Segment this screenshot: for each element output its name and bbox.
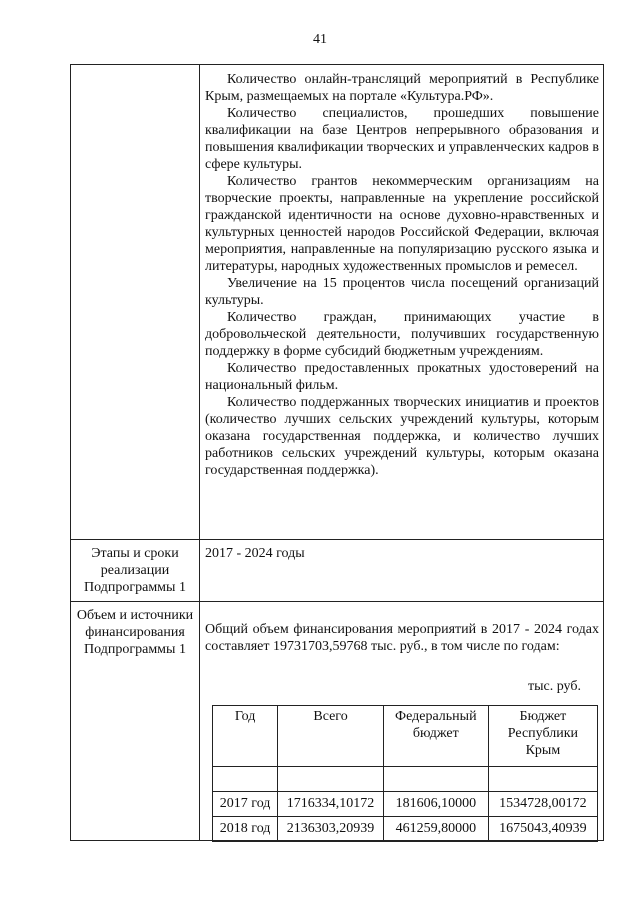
indicator-item: Количество специалистов, прошедших повышение квалификации на базе Центров непрерывного образования и повышения квалификации творческих и управленческих кадров в сфере культуры. [205, 106, 599, 172]
indicator-item: Количество поддержанных творческих инициатив и проектов (количество лучших сельских учреждений культуры, которым оказана государственная поддержка, и количество лучших работников сельских учреждений культуры, которым оказана государственная поддержка). [205, 395, 599, 478]
funding-intro: Общий объем финансирования мероприятий в 2017 - 2024 годах составляет 19731703,59768 тыс. руб., в том числе по годам: [205, 622, 599, 654]
indicator-item: Количество грантов некоммерческим организациям на творческие проекты, направленные на укрепление российской гражданской идентичности на основе духовно-нравственных и культурных ценностей народов Российской Федерации, включая мероприятия, направленные на популяризацию русского языка и литературы, народных художественных промыслов и ремесел. [205, 174, 599, 274]
page-number: 41 [313, 32, 327, 47]
table-row [213, 792, 598, 817]
table-row [213, 817, 598, 842]
cell-year: 2017 год [213, 792, 278, 817]
cell-year: 2018 год [213, 817, 278, 842]
stages-label: Этапы и сроки реализации Подпрограммы 1 [84, 546, 186, 595]
cell-federal: 461259,80000 [383, 817, 488, 842]
column-divider [199, 65, 200, 840]
row-divider [71, 601, 603, 602]
row-divider [71, 539, 603, 540]
indicator-item: Количество граждан, принимающих участие в добровольческой деятельности, получивших государственную поддержку в форме субсидий бюджетным учреждениям. [205, 310, 599, 359]
header-total: Всего [278, 706, 384, 767]
funding-table [212, 705, 598, 842]
header-year: Год [213, 706, 278, 767]
cell-federal: 181606,10000 [383, 792, 488, 817]
cell-regional: 1534728,00172 [488, 792, 597, 817]
funding-table-header [213, 706, 598, 767]
funding-label: Объем и источники финансирования Подпрограммы 1 [76, 608, 194, 657]
indicators-list [205, 71, 599, 479]
header-federal: Федеральный бюджет [383, 706, 488, 767]
indicator-item: Количество онлайн-трансляций мероприятий в Республике Крым, размещаемых на портале «Культура.РФ». [205, 72, 599, 104]
cell-total: 2136303,20939 [278, 817, 384, 842]
units-label: тыс. руб. [528, 679, 581, 694]
cell-regional: 1675043,40939 [488, 817, 597, 842]
indicator-item: Количество предоставленных прокатных удостоверений на национальный фильм. [205, 361, 599, 393]
indicator-item: Увеличение на 15 процентов числа посещений организаций культуры. [205, 276, 599, 308]
passport-table [70, 64, 604, 841]
cell-total: 1716334,10172 [278, 792, 384, 817]
header-regional: Бюджет Республики Крым [488, 706, 597, 767]
spacer-row [213, 767, 598, 792]
stages-value: 2017 - 2024 годы [205, 546, 305, 561]
